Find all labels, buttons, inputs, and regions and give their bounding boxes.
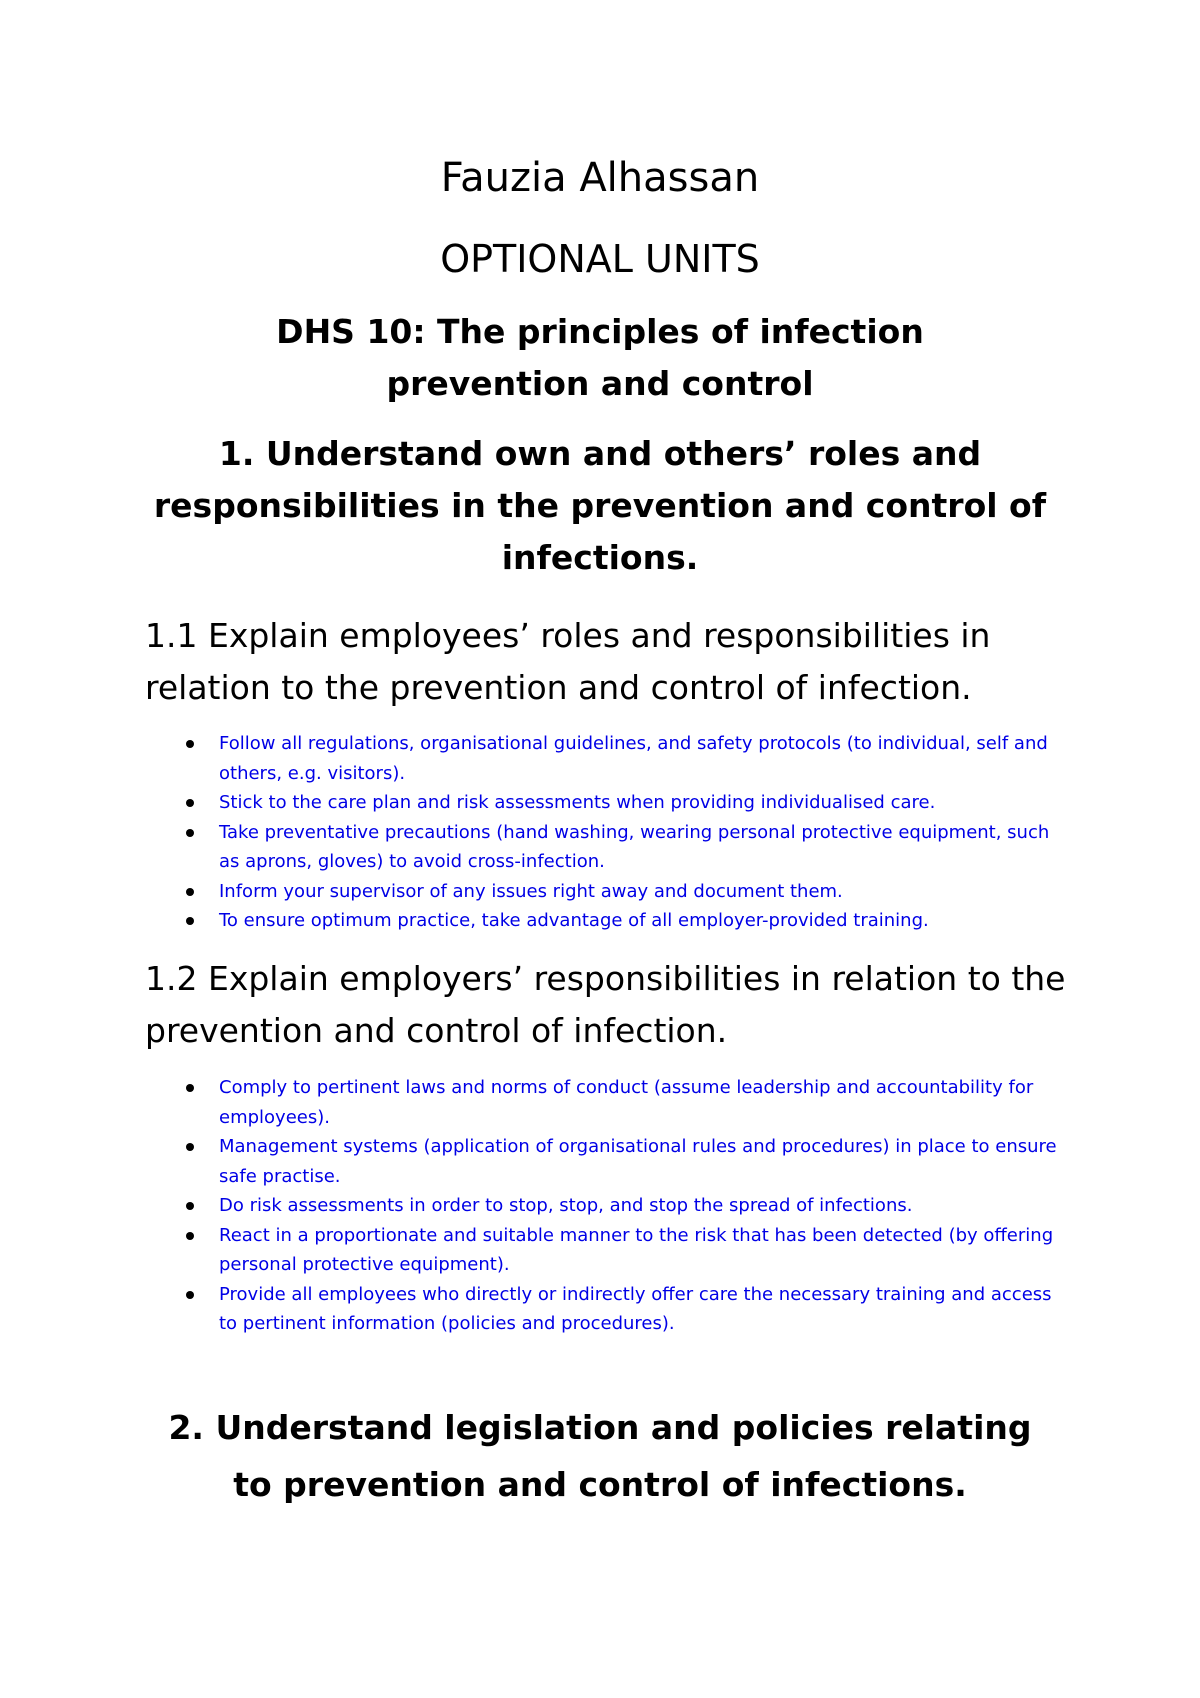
list-item xyxy=(145,1221,1075,1280)
bullet-dot-icon xyxy=(186,1202,194,1210)
list-item xyxy=(145,788,1075,818)
list-item xyxy=(145,729,1075,788)
bullet-dot-icon xyxy=(186,1232,194,1240)
list-item xyxy=(145,877,1075,907)
unit-title-heading: DHS 10: The principles of infection prevention and control xyxy=(276,312,924,403)
author-name: Fauzia Alhassan xyxy=(440,155,760,201)
unit-type-heading: OPTIONAL UNITS xyxy=(440,237,760,281)
list-item xyxy=(145,1191,1075,1221)
list-item-text: Provide all employees who directly or indirectly offer care the necessary training and access to pertinent information (policies and procedures). xyxy=(219,1283,1052,1334)
bullet-dot-icon xyxy=(186,1084,194,1092)
list-item-text: Management systems (application of organisational rules and procedures) in place to ensure safe practise. xyxy=(219,1136,1057,1187)
bullet-dot-icon xyxy=(186,829,194,837)
list-item-text: To ensure optimum practice, take advantage of all employer-provided training. xyxy=(219,910,929,931)
bullet-dot-icon xyxy=(186,740,194,748)
list-item xyxy=(145,906,1075,936)
list-item-text: Stick to the care plan and risk assessments when providing individualised care. xyxy=(219,792,936,813)
list-item-text: Take preventative precautions (hand washing, wearing personal protective equipment, such as aprons, gloves) to avoid cross-infection. xyxy=(219,821,1050,872)
bullet-dot-icon xyxy=(186,1291,194,1299)
list-item xyxy=(145,1073,1075,1132)
list-item xyxy=(145,1132,1075,1191)
list-item-text: Follow all regulations, organisational guidelines, and safety protocols (to individual, self and others, e.g. visitors). xyxy=(219,733,1048,784)
list-item xyxy=(145,1280,1075,1339)
bullet-dot-icon xyxy=(186,917,194,925)
bullet-dot-icon xyxy=(186,799,194,807)
list-item-text: Comply to pertinent laws and norms of conduct (assume leadership and accountability for employees). xyxy=(219,1077,1034,1128)
criterion-1-1-bullet-list xyxy=(145,729,1075,936)
criterion-1-1-heading: 1.1 Explain employees’ roles and responsibilities in relation to the prevention and control of infection. xyxy=(145,616,991,707)
list-item-text: Do risk assessments in order to stop, stop, and stop the spread of infections. xyxy=(219,1195,913,1216)
list-item-text: Inform your supervisor of any issues right away and document them. xyxy=(219,880,843,902)
criterion-1-2-heading: 1.2 Explain employers’ responsibilities in relation to the prevention and control of infection. xyxy=(145,959,1066,1050)
list-item-text: React in a proportionate and suitable manner to the risk that has been detected (by offering personal protective equipment). xyxy=(219,1224,1054,1275)
learning-outcome-2-heading: 2. Understand legislation and policies relating to prevention and control of infections. xyxy=(168,1408,1032,1504)
bullet-dot-icon xyxy=(186,888,194,896)
bullet-dot-icon xyxy=(186,1143,194,1151)
learning-outcome-1-heading: 1. Understand own and others’ roles and responsibilities in the prevention and control of infections. xyxy=(153,434,1047,577)
list-item xyxy=(145,818,1075,877)
criterion-1-2-bullet-list xyxy=(145,1073,1075,1339)
